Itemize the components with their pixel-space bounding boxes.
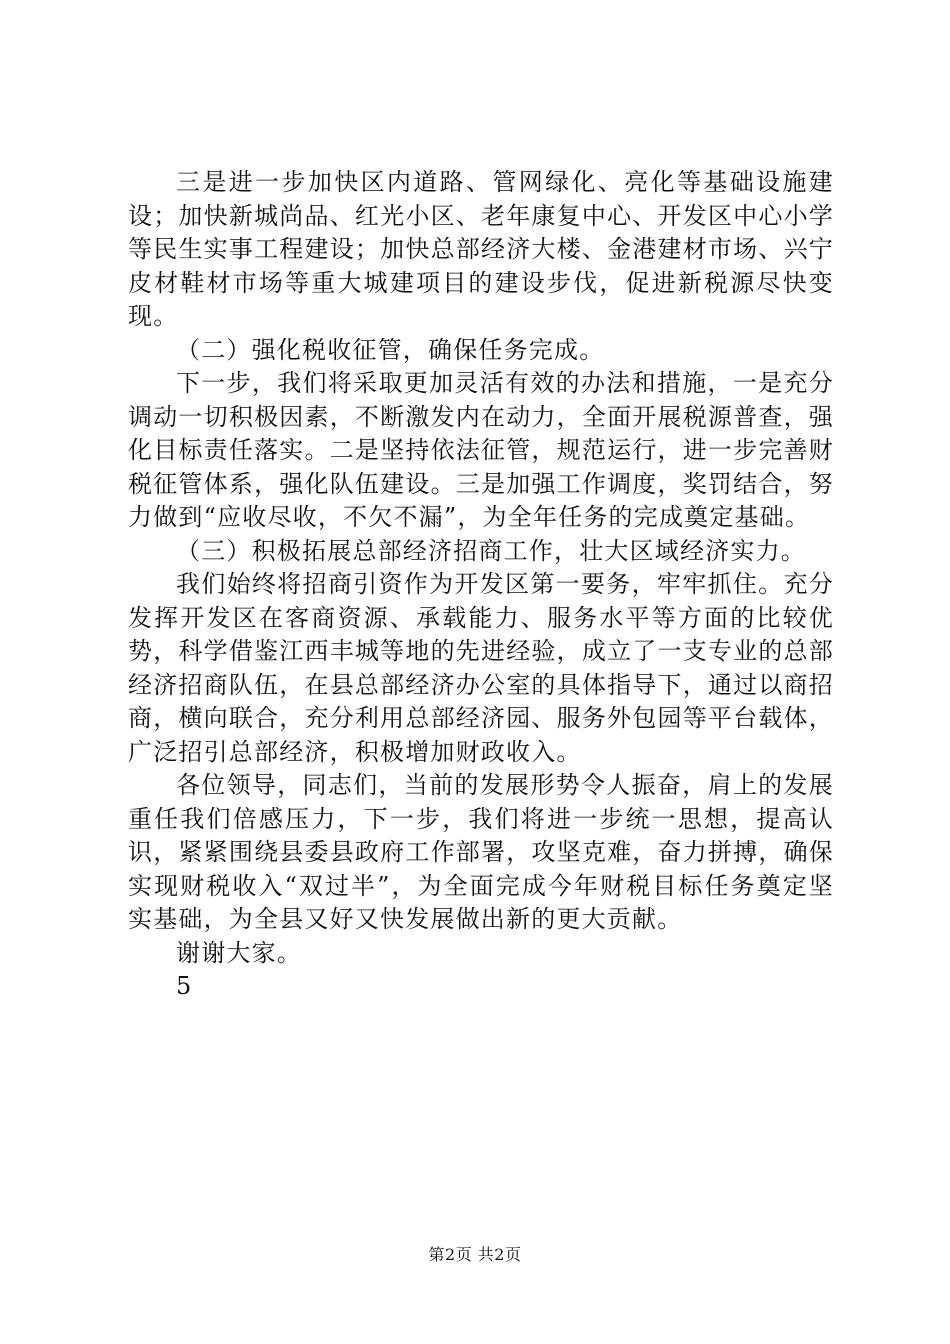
inline-page-number: 5 [176,972,192,1000]
paragraph-thanks: 谢谢大家。 [176,938,302,967]
page-footer: 第2页 共2页 [428,1245,522,1264]
document-body [128,166,834,1004]
paragraph-tax-measures: 下一步，我们将采取更加灵活有效的办法和措施，一是充分调动一切积极因素，不断激发内在动力，全面开展税源普查，强化目标责任落实。二是坚持依法征管，规范运行，进一步完善财税征管体系，强化队伍建设。三是加强工作调度，奖罚结合，努力做到“应收尽收，不欠不漏”，为全年任务的完成奠定基础。 [128,369,834,531]
paragraph-closing-remarks: 各位领导，同志们，当前的发展形势令人振奋，肩上的发展重任我们倍感压力，下一步，我们将进一步统一思想，提高认识，紧紧围绕县委县政府工作部署，攻坚克难，奋力拼搏，确保实现财税收入“双过半”，为全面完成今年财税目标任务奠定坚实基础，为全县又好又快发展做出新的更大贡献。 [128,771,834,933]
section-heading-tax-collection: （二）强化税收征管，确保任务完成。 [176,335,605,364]
section-heading-investment: （三）积极拓展总部经济招商工作，壮大区域经济实力。 [176,536,806,565]
paragraph-investment: 我们始终将招商引资作为开发区第一要务，牢牢抓住。充分发挥开发区在客商资源、承载能力、服务水平等方面的比较优势，科学借鉴江西丰城等地的先进经验，成立了一支专业的总部经济招商队伍，在县总部经济办公室的具体指导下，通过以商招商，横向联合，充分利用总部经济园、服务外包园等平台载体，广泛招引总部经济，积极增加财政收入。 [128,570,834,766]
paragraph-infrastructure: 三是进一步加快区内道路、管网绿化、亮化等基础设施建设；加快新城尚品、红光小区、老年康复中心、开发区中心小学等民生实事工程建设；加快总部经济大楼、金港建材市场、兴宁皮材鞋材市场等重大城建项目的建设步伐，促进新税源尽快变现。 [128,168,834,330]
